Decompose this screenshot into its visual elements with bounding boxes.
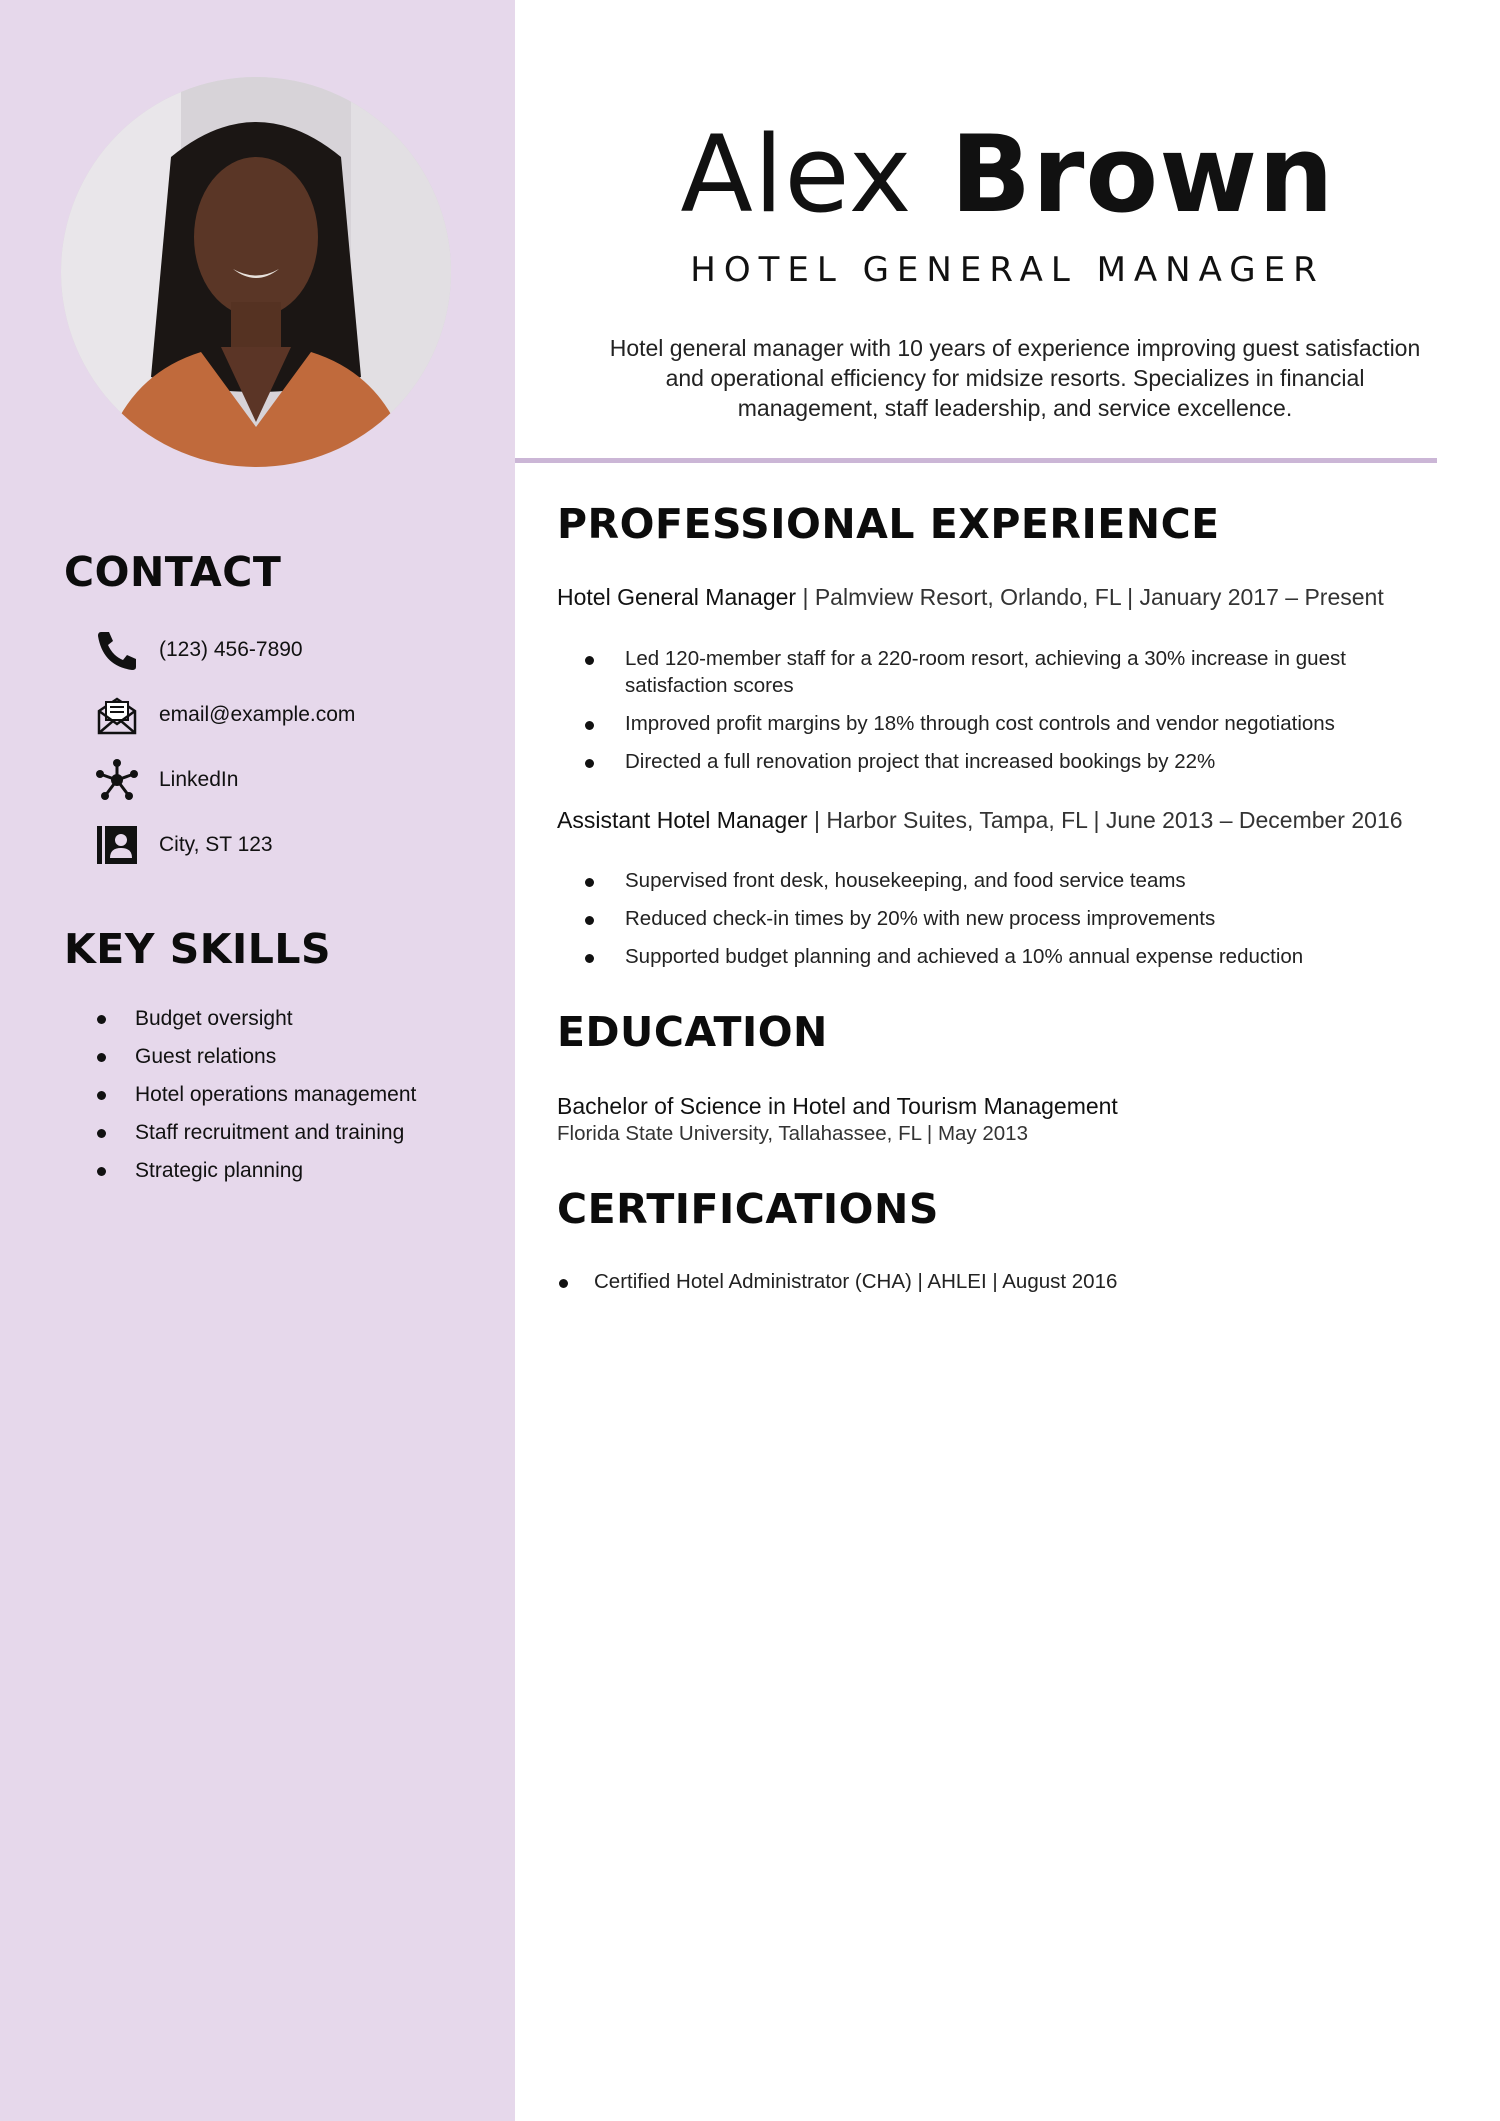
- job-bullet: Directed a full renovation project that increased bookings by 22%: [583, 748, 1383, 775]
- contact-linkedin[interactable]: [95, 758, 495, 808]
- job-2-details: | Harbor Suites, Tampa, FL | June 2013 – December 2016: [807, 807, 1403, 833]
- last-name: Brown: [950, 113, 1335, 236]
- contact-phone: [95, 628, 495, 678]
- contact-email-text: email@example.com: [159, 703, 356, 726]
- experience-heading: PROFESSIONAL EXPERIENCE: [557, 500, 1220, 548]
- job-1-title: Hotel General Manager: [557, 584, 797, 610]
- first-name: Alex: [680, 113, 913, 236]
- contact-heading: CONTACT: [64, 548, 282, 596]
- job-1-details: | Palmview Resort, Orlando, FL | January 2017 – Present: [796, 584, 1384, 610]
- contact-linkedin-text[interactable]: LinkedIn: [159, 768, 239, 791]
- skills-heading: KEY SKILLS: [64, 925, 332, 973]
- email-icon: [95, 693, 139, 737]
- certifications-list: [557, 1268, 1457, 1295]
- job-1-header: [557, 584, 1384, 611]
- education-degree: Bachelor of Science in Hotel and Tourism Management: [557, 1093, 1118, 1119]
- contact-email: [95, 693, 495, 743]
- skill-item: Hotel operations management: [95, 1076, 416, 1114]
- skills-list: [95, 1000, 416, 1190]
- linkedin-network-icon: [95, 758, 139, 802]
- job-2-title: Assistant Hotel Manager: [557, 807, 808, 833]
- job-1-bullets: [583, 645, 1383, 786]
- contact-address: [95, 823, 495, 873]
- job-bullet: Supervised front desk, housekeeping, and food service teams: [583, 867, 1383, 894]
- skill-item: Budget oversight: [95, 1000, 416, 1038]
- profile-photo: [61, 77, 451, 467]
- header-divider: [515, 458, 1437, 463]
- education-heading: EDUCATION: [557, 1008, 828, 1056]
- job-2-bullets: [583, 867, 1383, 981]
- job-bullet: Improved profit margins by 18% through cost controls and vendor negotiations: [583, 710, 1383, 737]
- certification-item: Certified Hotel Administrator (CHA) | AHLEI | August 2016: [557, 1268, 1457, 1295]
- job-title: HOTEL GENERAL MANAGER: [690, 250, 1325, 290]
- job-2-header: [557, 807, 1403, 834]
- contact-phone-text: (123) 456-7890: [159, 638, 303, 661]
- certifications-heading: CERTIFICATIONS: [557, 1185, 939, 1233]
- contact-address-text: City, ST 123: [159, 833, 273, 856]
- summary: Hotel general manager with 10 years of experience improving guest satisfaction and operational efficiency for midsize resorts. Specializes in financial management, staff leadership, and service excellence.: [609, 335, 1421, 421]
- job-bullet: Supported budget planning and achieved a 10% annual expense reduction: [583, 943, 1383, 970]
- skill-item: Staff recruitment and training: [95, 1114, 416, 1152]
- sidebar: [0, 0, 515, 2121]
- education-school: Florida State University, Tallahassee, FL | May 2013: [557, 1122, 1028, 1145]
- job-bullet: Led 120-member staff for a 220-room resort, achieving a 30% increase in guest satisfaction scores: [583, 645, 1383, 699]
- job-bullet: Reduced check-in times by 20% with new process improvements: [583, 905, 1383, 932]
- skill-item: Strategic planning: [95, 1152, 416, 1190]
- candidate-name: [515, 115, 1500, 235]
- skill-item: Guest relations: [95, 1038, 416, 1076]
- phone-icon: [95, 628, 139, 672]
- address-book-icon: [95, 823, 139, 867]
